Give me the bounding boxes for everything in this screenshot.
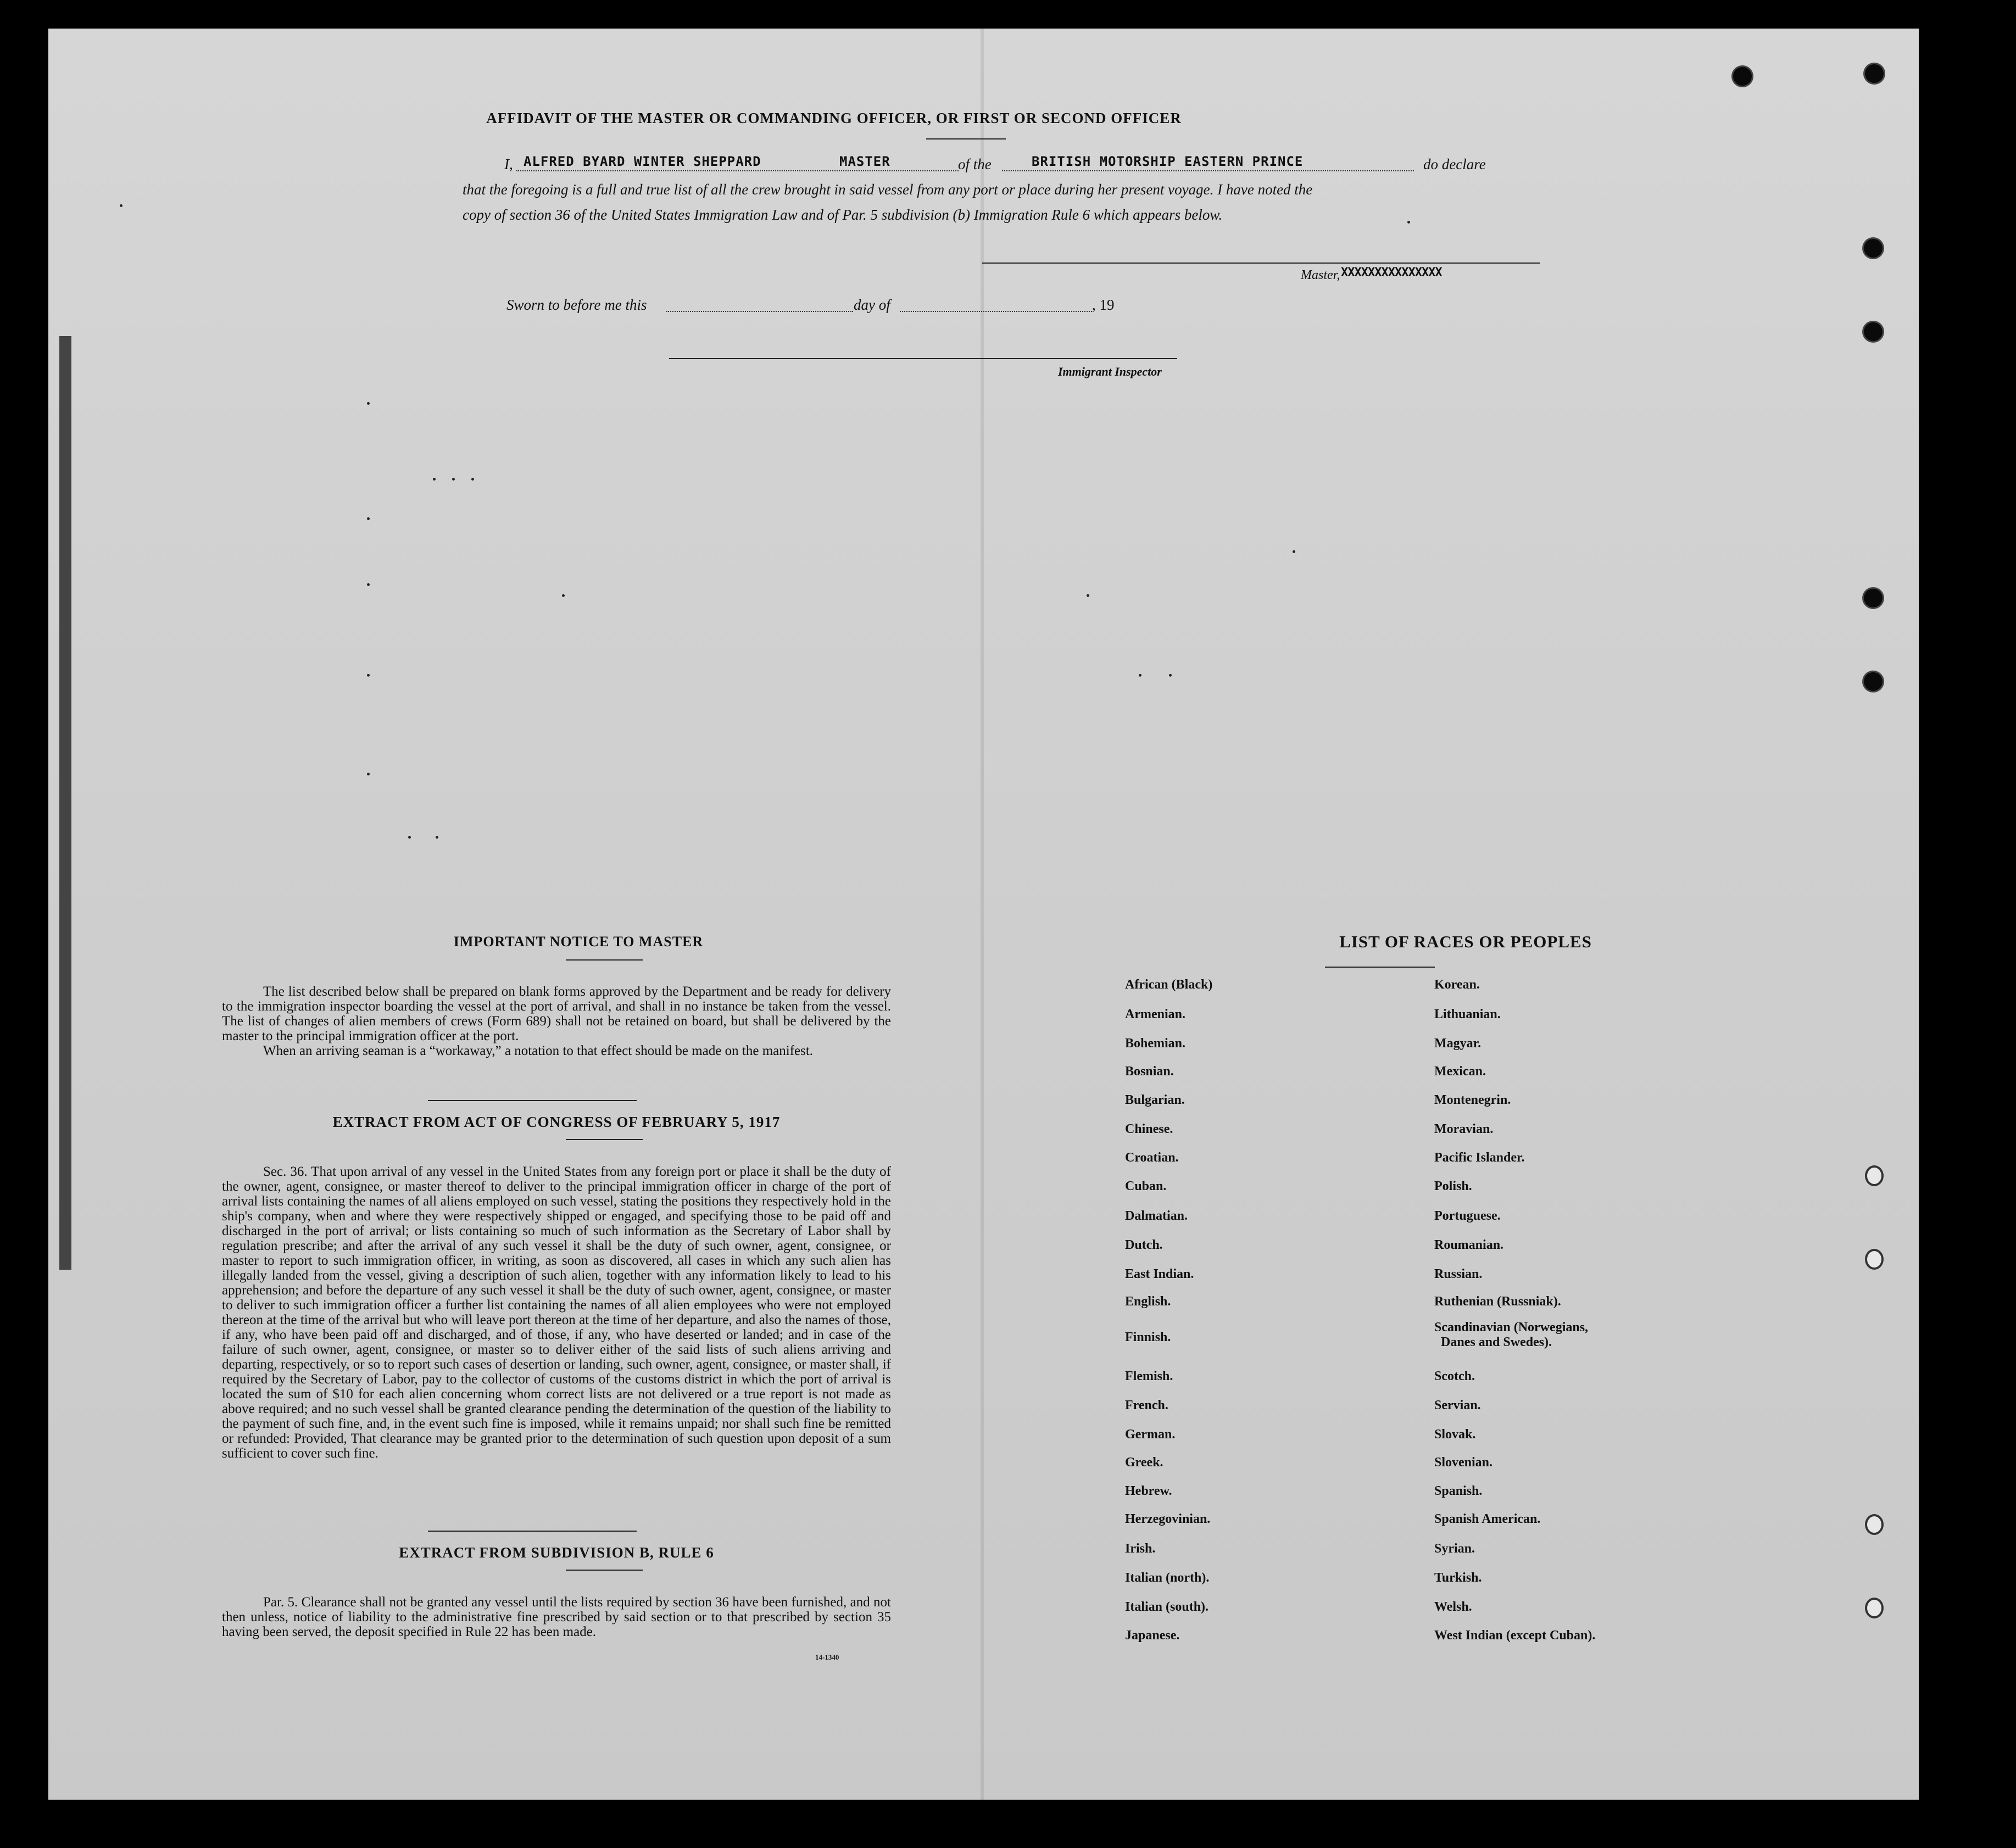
notice-body <box>222 984 891 1058</box>
master-struck-text: XXXXXXXXXXXXXXX <box>1341 266 1442 280</box>
race-item-right: Portuguese. <box>1434 1209 1501 1223</box>
manifest-sheet <box>48 29 1919 1800</box>
race-item-left: Bohemian. <box>1125 1036 1186 1051</box>
punch-hole <box>1733 67 1752 86</box>
race-item-right: Slovenian. <box>1434 1455 1493 1470</box>
notice-paragraph-1: The list described below shall be prepared on blank forms approved by the Department and be ready for delivery to the immigration inspector boarding the vessel at the port of arrival, and shall in no instance be taken from the vessel. The list of changes of alien members of crews (Form 689) shall not be retained on board, but shall be delivered by the master to the principal immigration officer at the port. <box>222 984 891 1043</box>
race-item-right: West Indian (except Cuban). <box>1434 1628 1596 1643</box>
race-item-left: Greek. <box>1125 1455 1163 1470</box>
affidavit-line-2: that the foregoing is a full and true list of all the crew brought in said vessel from any port or place during her present voyage. I have noted the <box>463 181 1313 198</box>
race-item-left: East Indian. <box>1125 1267 1194 1281</box>
race-item-left: Italian (north). <box>1125 1571 1210 1585</box>
inspector-label: Immigrant Inspector <box>1058 365 1162 378</box>
race-item-right: Welsh. <box>1434 1600 1472 1614</box>
punch-hole <box>1864 322 1883 341</box>
punch-hole <box>1864 589 1883 607</box>
race-item-left: Italian (south). <box>1125 1600 1209 1614</box>
race-item-left: Finnish. <box>1125 1330 1171 1344</box>
affidavit-title: AFFIDAVIT OF THE MASTER OR COMMANDING OFFICER, OR FIRST OR SECOND OFFICER <box>486 110 1182 126</box>
race-item-right: Spanish American. <box>1434 1512 1541 1526</box>
day-of-label: day of <box>854 297 890 313</box>
race-item-right: Moravian. <box>1434 1122 1494 1136</box>
race-item-left: African (Black) <box>1125 978 1213 992</box>
do-declare-label: do declare <box>1423 156 1486 172</box>
race-item-left: Bulgarian. <box>1125 1093 1185 1107</box>
year-label: , 19 <box>1092 297 1115 313</box>
master-signature-line[interactable] <box>982 263 1540 264</box>
race-item-right: Mexican. <box>1434 1064 1486 1079</box>
race-item-left: Chinese. <box>1125 1122 1173 1136</box>
race-item-right: Turkish. <box>1434 1571 1482 1585</box>
race-item-right: Korean. <box>1434 978 1480 992</box>
race-item-right: Spanish. <box>1434 1484 1483 1498</box>
extract-act-title: EXTRACT FROM ACT OF CONGRESS OF FEBRUARY 5, 1917 <box>332 1114 781 1130</box>
master-label: Master, <box>1301 268 1340 282</box>
race-item-left: Bosnian. <box>1125 1064 1174 1079</box>
punch-hole <box>1864 239 1883 258</box>
punch-hole <box>1865 1598 1884 1618</box>
punch-hole <box>1865 1514 1884 1535</box>
sworn-month-field[interactable] <box>900 311 1092 312</box>
notice-paragraph-2: When an arriving seaman is a “workaway,” a notation to that effect should be made on the manifest. <box>263 1043 814 1058</box>
race-item-left: Dalmatian. <box>1125 1209 1188 1223</box>
race-item-left: Dutch. <box>1125 1238 1163 1252</box>
extract-act-text: Sec. 36. That upon arrival of any vessel in the United States from any foreign port or place it shall be the duty of the owner, agent, consignee, or master thereof to deliver to the principal immigration officer in charge of the port of arrival lists containing the names of all aliens employed on such vessel, stating the positions they respectively hold in the ship's company, when and where they were respectively shipped or engaged, and specifying those to be paid off and discharged in the port of arrival; or lists containing so much of such information as the Secretary of Labor shall by regulation prescribe; and after the arrival of any such vessel it shall be the duty of such owner, agent, consignee, or master to report to such immigration officer, in writing, as soon as discovered, all cases in which any such alien has illegally landed from the vessel, giving a description of such alien, together with any information likely to lead to his apprehension; and before the departure of any such vessel it shall be the duty of such owner, agent, consignee, or master to deliver to such immigration officer a further list containing the names of all alien employees who were not employed thereon at the time of the arrival but who will leave port thereon at the time of her departure, and also the names of those, if any, who have been paid off and discharged, and of those, if any, who have deserted or landed; and in case of the failure of such owner, agent, consignee, or master so to deliver either of the said lists of such aliens arriving and departing, respectively, or so to report such cases of desertion or landing, such owner, agent, consignee, or master shall, if required by the Secretary of Labor, pay to the collector of customs of the customs district in which the port of arrival is located the sum of $10 for each alien concerning whom correct lists are not delivered or a true report is not made as above required; and no such vessel shall be granted clearance pending the determination of the question of the liability to the payment of such fine, and, in the event such fine is imposed, while it remains unpaid; nor shall such fine be remitted or refunded: Provided, That clearance may be granted prior to the determination of such question upon deposit of a sum sufficient to cover such fine. <box>222 1164 891 1461</box>
race-item-left: Irish. <box>1125 1542 1156 1556</box>
affidavit-i: I, <box>504 156 513 172</box>
punch-hole <box>1865 1165 1884 1186</box>
race-item-left: Cuban. <box>1125 1179 1167 1193</box>
race-item-left: Hebrew. <box>1125 1484 1172 1498</box>
race-item-left: French. <box>1125 1398 1168 1412</box>
officer-rank: MASTER <box>839 154 890 169</box>
title-rule <box>926 138 1006 139</box>
race-item-right: Scotch. <box>1434 1369 1475 1383</box>
race-item-right: Slovak. <box>1434 1427 1476 1442</box>
affidavit-line-3: copy of section 36 of the United States Immigration Law and of Par. 5 subdivision (b) Immigration Rule 6 which appears below. <box>463 206 1223 223</box>
race-item-right: Ruthenian (Russniak). <box>1434 1294 1561 1309</box>
race-item-right: Roumanian. <box>1434 1238 1504 1252</box>
race-item-left: English. <box>1125 1294 1171 1309</box>
sworn-label: Sworn to before me this <box>506 297 647 313</box>
race-item-right: Polish. <box>1434 1179 1472 1193</box>
race-item-right: Montenegrin. <box>1434 1093 1511 1107</box>
race-item-right: Pacific Islander. <box>1434 1151 1525 1165</box>
race-item-right: Scandinavian (Norwegians, Danes and Swedes). <box>1434 1320 1589 1349</box>
race-item-right: Servian. <box>1434 1398 1481 1412</box>
inspector-signature-line[interactable] <box>669 358 1177 359</box>
vessel-name: BRITISH MOTORSHIP EASTERN PRINCE <box>1032 154 1304 169</box>
race-item-left: Herzegovinian. <box>1125 1512 1211 1526</box>
notice-title: IMPORTANT NOTICE TO MASTER <box>453 934 704 950</box>
edge-shadow <box>59 336 71 1270</box>
form-number: 14-1340 <box>815 1653 839 1661</box>
race-item-right: Magyar. <box>1434 1036 1482 1051</box>
officer-name: ALFRED BYARD WINTER SHEPPARD <box>524 154 761 169</box>
punch-hole <box>1864 672 1883 691</box>
race-item-right: Russian. <box>1434 1267 1483 1281</box>
race-item-left: Flemish. <box>1125 1369 1173 1383</box>
race-item-left: Croatian. <box>1125 1151 1179 1165</box>
of-the-label: of the <box>958 156 992 172</box>
race-item-left: Japanese. <box>1125 1628 1180 1643</box>
extract-rule-text: Par. 5. Clearance shall not be granted any vessel until the lists required by section 36 have been furnished, and not then unless, notice of liability to the administrative fine prescribed by said section or to that prescribed by section 35 having been served, the deposit specified in Rule 22 has been made. <box>222 1595 891 1639</box>
races-title: LIST OF RACES OR PEOPLES <box>1339 932 1592 951</box>
page-fold <box>981 29 984 1800</box>
sworn-day-field[interactable] <box>666 311 853 312</box>
race-item-right: Lithuanian. <box>1434 1007 1501 1021</box>
punch-hole <box>1865 1249 1884 1270</box>
race-item-left: Armenian. <box>1125 1007 1185 1021</box>
extract-rule-title: EXTRACT FROM SUBDIVISION B, RULE 6 <box>399 1544 714 1561</box>
race-item-left: German. <box>1125 1427 1176 1442</box>
race-item-right: Syrian. <box>1434 1542 1475 1556</box>
punch-hole <box>1865 64 1884 83</box>
